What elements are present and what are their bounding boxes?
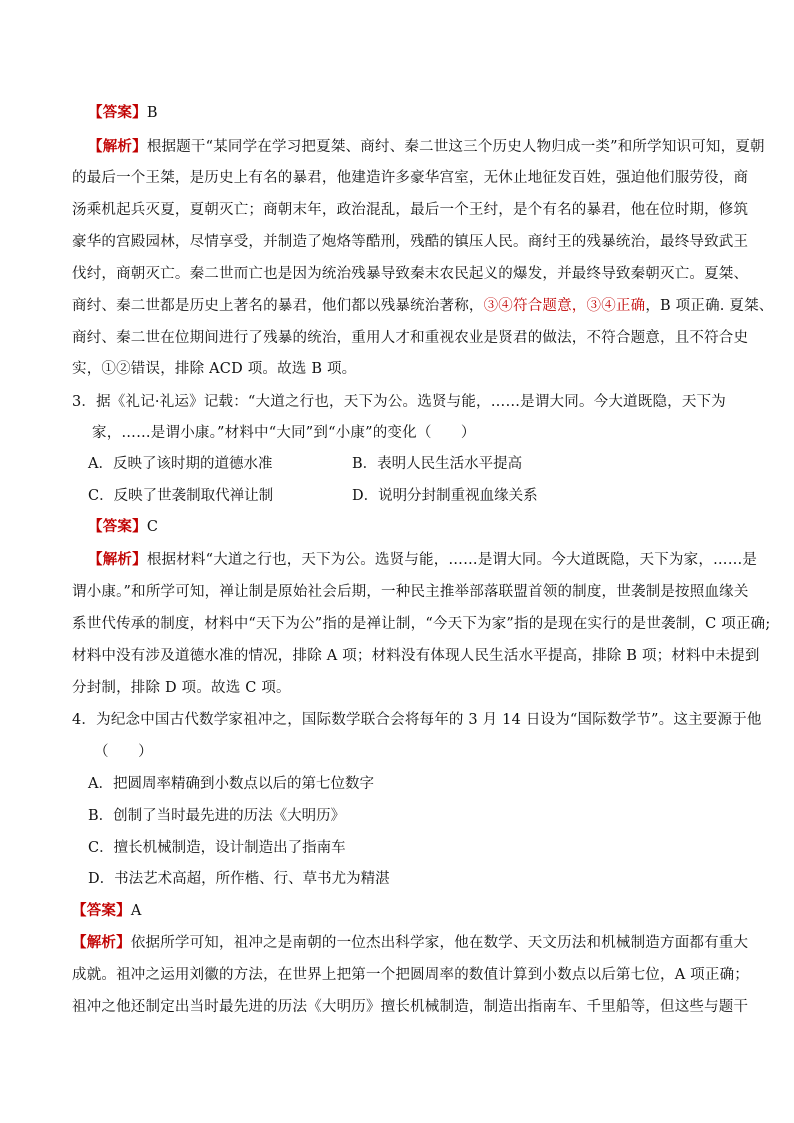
q2-analysis-line-1: 【解析】根据题干“某同学在学习把夏桀、商纣、秦二世这三个历史人物归成一类”和所学知识可知，夏朝 xyxy=(88,138,765,155)
answer-value: A xyxy=(130,903,142,919)
analysis-tag: 【解析】 xyxy=(88,551,147,568)
answer-tag: 【答案】 xyxy=(88,104,147,121)
answer-tag: 【答案】 xyxy=(88,518,147,535)
q2-answer-line xyxy=(88,101,740,122)
q4-analysis-line-3: 祖冲之他还制定出当时最先进的历法《大明历》擅长机械制造，制造出指南车、千里船等，但这些与题干 xyxy=(72,999,749,1015)
q3-analysis-line-1: 【解析】根据材料“大道之行也，天下为公。选贤与能，……是谓大同。今大道既隐，天下为家，……是 xyxy=(88,551,758,568)
q4-option-d: D．书法艺术高超，所作楷、行、草书尤为精湛 xyxy=(88,871,390,887)
q2-analysis-line-4: 豪华的宫殿园林，尽情享受，并制造了炮烙等酷刑，残酷的镇压人民。商纣王的残暴统治，最终导致武王 xyxy=(72,234,749,250)
q3-analysis-line-3: 系世代传承的制度，材料中“天下为公”指的是禅让制，“今天下为家”指的是现在实行的是世袭制，C 项正确; xyxy=(72,616,771,632)
q2-analysis-line-3: 汤乘机起兵灭夏，夏朝灭亡；商朝末年，政治混乱，最后一个王纣，是个有名的暴君，他在位时期，修筑 xyxy=(72,202,749,218)
q3-option-c: C．反映了世袭制取代禅让制 xyxy=(88,488,274,504)
analysis-tag: 【解析】 xyxy=(72,934,131,951)
q4-stem-line-2: （ ） xyxy=(94,744,153,760)
q3-analysis-line-2: 谓小康。”和所学可知，禅让制是原始社会后期，一种民主推举部落联盟首领的制度，世袭制是按照血缘关 xyxy=(72,584,749,600)
highlight-text: ③④符合题意，③④正确 xyxy=(483,298,646,314)
q3-stem-line-2: 家，……是谓小康。”材料中“大同”到“小康”的变化（ ） xyxy=(92,425,476,441)
q3-analysis-line-4: 材料中没有涉及道德水准的情况，排除 A 项；材料没有体现人民生活水平提高，排除 B 项；材料中未提到 xyxy=(72,648,760,664)
q4-analysis-line-2: 成就。祖冲之运用刘徽的方法，在世界上把第一个把圆周率的数值计算到小数点以后第七位，A 项正确； xyxy=(72,967,749,983)
q4-option-c: C．擅长机械制造，设计制造出了指南车 xyxy=(88,840,346,856)
q2-analysis-line-2: 的最后一个王桀，是历史上有名的暴君，他建造许多豪华宫室，无休止地征发百姓，强迫他们服劳役，商 xyxy=(72,170,749,186)
q2-analysis-line-6: 商纣、秦二世都是历史上著名的暴君，他们都以残暴统治著称，③④符合题意，③④正确，B 项正确. 夏桀、 xyxy=(72,298,774,314)
q3-stem-line-1: 3．据《礼记·礼运》记载：“大道之行也，天下为公。选贤与能，……是谓大同。今大道既隐，天下为 xyxy=(72,394,726,410)
q4-analysis-line-1: 【解析】依据所学可知，祖冲之是南朝的一位杰出科学家，他在数学、天文历法和机械制造方面都有重大 xyxy=(72,934,749,951)
q3-answer-line xyxy=(88,515,740,536)
q3-option-a: A．反映了该时期的道德水准 xyxy=(88,456,273,472)
q2-analysis-line-5: 伐纣，商朝灭亡。秦二世而亡也是因为统治残暴导致秦末农民起义的爆发，并最终导致秦朝灭亡。夏桀、 xyxy=(72,266,749,282)
q2-analysis-line-8: 实，①②错误，排除 ACD 项。故选 B 项。 xyxy=(72,361,357,377)
answer-value: C xyxy=(146,519,159,535)
q3-option-d: D．说明分封制重视血缘关系 xyxy=(352,488,538,504)
q2-analysis-line-7: 商纣、秦二世在位期间进行了残暴的统治，重用人才和重视农业是贤君的做法，不符合题意，且不符合史 xyxy=(72,330,749,346)
q3-option-b: B．表明人民生活水平提高 xyxy=(352,456,523,472)
q4-answer-line xyxy=(72,899,724,920)
q4-option-b: B．创制了当时最先进的历法《大明历》 xyxy=(88,808,346,824)
q3-analysis-line-5: 分封制，排除 D 项。故选 C 项。 xyxy=(72,680,291,696)
answer-value: B xyxy=(146,105,158,121)
answer-tag: 【答案】 xyxy=(72,902,131,919)
q4-option-a: A．把圆周率精确到小数点以后的第七位数字 xyxy=(88,776,374,792)
q4-stem-line-1: 4．为纪念中国古代数学家祖冲之，国际数学联合会将每年的 3 月 14 日设为“国际数学节”。这主要源于他 xyxy=(72,712,762,728)
analysis-tag: 【解析】 xyxy=(88,138,147,155)
